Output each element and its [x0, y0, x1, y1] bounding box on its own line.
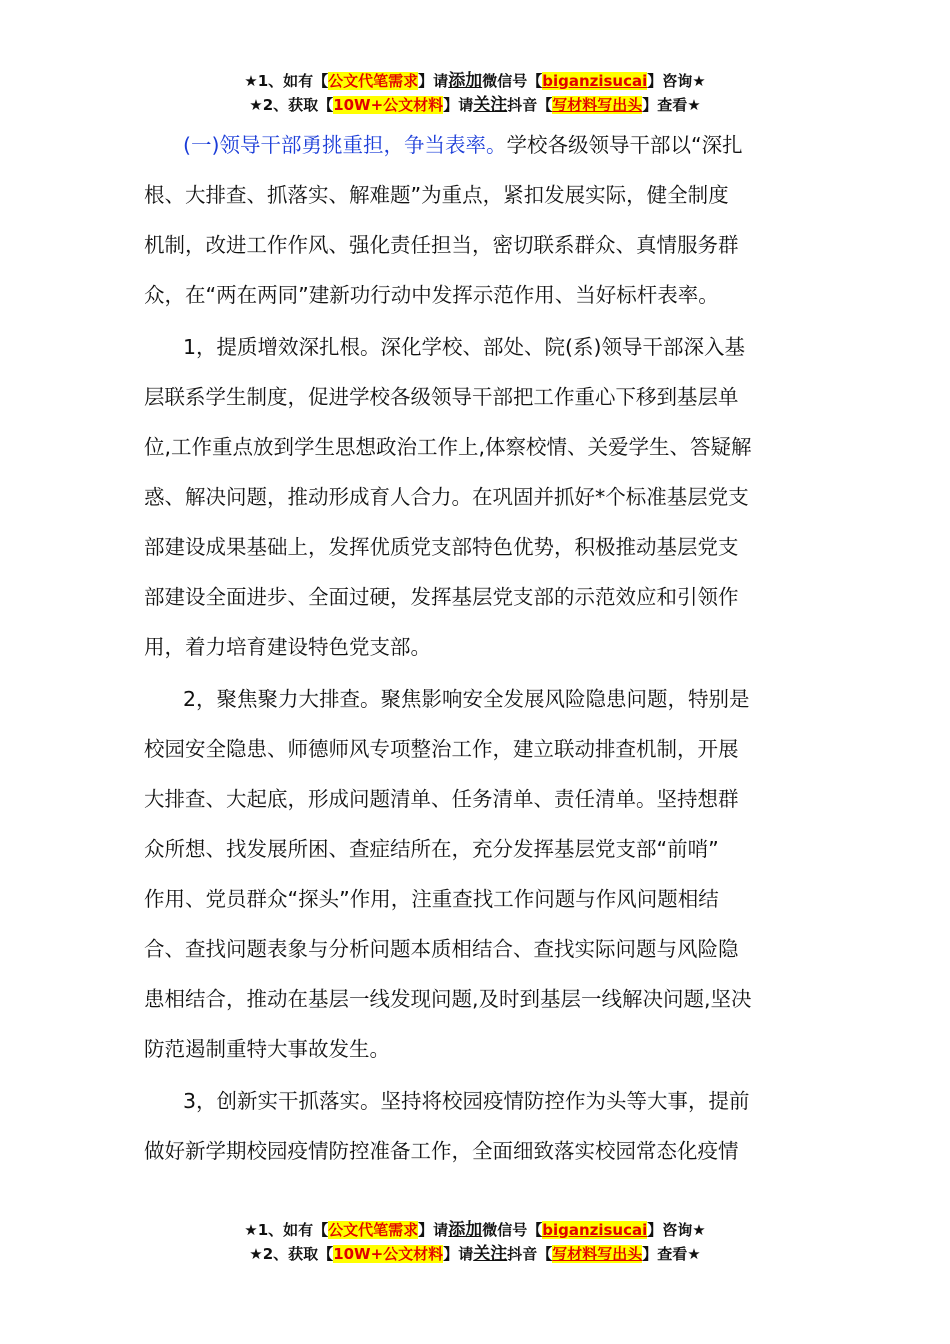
body-line: 1，提质增效深扎根。深化学校、部处、院(系)领导干部深入基	[183, 335, 746, 359]
promo-line-1: ★1、如有【公文代笔需求】请添加微信号【biganzisucai】咨询★	[244, 1220, 706, 1240]
body-line: 众所想、找发展所困、查症结所在，充分发挥基层党支部“前哨”	[144, 837, 719, 861]
body-line: (一)领导干部勇挑重担，争当表率。学校各级领导干部以“深扎	[183, 133, 743, 157]
body-line: 3，创新实干抓落实。坚持将校园疫情防控作为头等大事，提前	[183, 1089, 750, 1113]
body-line: 部建设成果基础上，发挥优质党支部特色优势，积极推动基层党支	[144, 535, 739, 559]
promo-header	[0, 69, 950, 117]
body-line: 根、大排查、抓落实、解难题”为重点，紧扣发展实际，健全制度	[144, 183, 729, 207]
body-line: 惑、解决问题，推动形成育人合力。在巩固并抓好*个标准基层党支	[144, 485, 749, 509]
body-line: 层联系学生制度，促进学校各级领导干部把工作重心下移到基层单	[144, 385, 739, 409]
body-line: 作用、党员群众“探头”作用，注重查找工作问题与作风问题相结	[144, 887, 719, 911]
body-line: 2，聚焦聚力大排查。聚焦影响安全发展风险隐患问题，特别是	[183, 687, 750, 711]
promo-line-1: ★1、如有【公文代笔需求】请添加微信号【biganzisucai】咨询★	[244, 71, 706, 91]
promo-line-2: ★2、获取【10W+公文材料】请关注抖音【写材料写出头】查看★	[249, 1244, 701, 1264]
body-line: 校园安全隐患、师德师风专项整治工作，建立联动排查机制，开展	[144, 737, 739, 761]
body-line: 众，在“两在两同”建新功行动中发挥示范作用、当好标杆表率。	[144, 283, 719, 307]
promo-footer	[0, 1218, 950, 1266]
section-heading: (一)领导干部勇挑重担，争当表率。	[183, 133, 507, 157]
body-line: 合、查找问题表象与分析问题本质相结合、查找实际问题与风险隐	[144, 937, 739, 961]
body-line: 用，着力培育建设特色党支部。	[144, 635, 431, 659]
body-line: 部建设全面进步、全面过硬，发挥基层党支部的示范效应和引领作	[144, 585, 739, 609]
body-line: 患相结合，推动在基层一线发现问题,及时到基层一线解决问题,坚决	[144, 987, 752, 1011]
body-line: 机制，改进工作作风、强化责任担当，密切联系群众、真情服务群	[144, 233, 739, 257]
body-line: 位,工作重点放到学生思想政治工作上,体察校情、关爱学生、答疑解	[144, 435, 752, 459]
body-line: 做好新学期校园疫情防控准备工作，全面细致落实校园常态化疫情	[144, 1139, 739, 1163]
body-line: 防范遏制重特大事故发生。	[144, 1037, 390, 1061]
body-line: 大排查、大起底，形成问题清单、任务清单、责任清单。坚持想群	[144, 787, 739, 811]
promo-line-2: ★2、获取【10W+公文材料】请关注抖音【写材料写出头】查看★	[249, 95, 701, 115]
